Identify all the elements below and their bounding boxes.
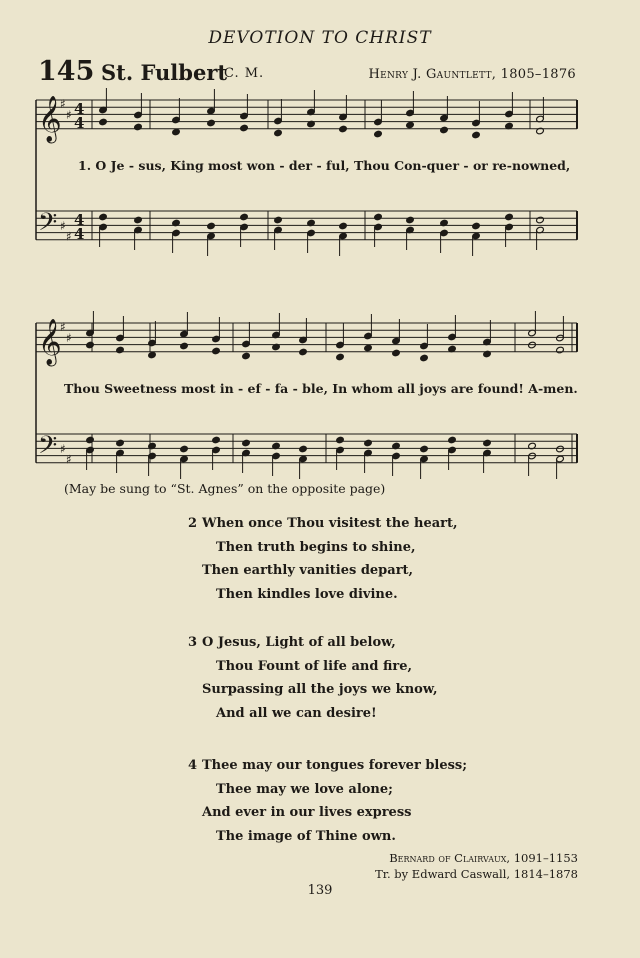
hymn-meter: C. M. (224, 66, 265, 81)
note (472, 222, 481, 230)
verse-line: O Jesus, Light of all below, (202, 635, 396, 650)
note (180, 342, 189, 350)
note (406, 216, 415, 224)
note (299, 348, 308, 356)
note (242, 439, 251, 447)
verse-line: Thee may our tongues forever bless; (202, 758, 468, 773)
bass-clef-icon: 𝄢 (38, 431, 58, 466)
note (339, 125, 348, 133)
sharp-icon: ♯ (60, 218, 66, 233)
verse-4 (188, 754, 467, 848)
author-credit: Bernard of Clairvaux, 1091–1153 (389, 851, 578, 865)
verse-line: Then earthly vanities depart, (202, 563, 414, 578)
note (472, 131, 481, 139)
note (299, 445, 308, 453)
note (420, 354, 429, 362)
note (116, 346, 125, 354)
note (336, 353, 345, 361)
note (207, 222, 216, 230)
note (180, 445, 189, 453)
composer-credit: Henry J. Gauntlett, 1805–1876 (368, 67, 576, 82)
note (99, 118, 108, 126)
verse-line: Thou Fount of life and fire, (216, 658, 413, 674)
verse-number: 3 (188, 635, 198, 650)
lyric-line-2: Thou Sweetness most in - ef - fa - ble, In whom all joys are found! A-men. (64, 381, 578, 396)
verse-2 (188, 512, 458, 606)
time-signature: 4 (74, 225, 85, 243)
verse-line: And all we can desire! (216, 705, 377, 721)
lyric-line-1: 1. O Je - sus, King most won - der - ful, Thou Con-quer - or re-nowned, (78, 158, 571, 173)
verse-line: When once Thou visitest the heart, (202, 516, 458, 531)
note (86, 341, 95, 349)
page-number: 139 (307, 883, 333, 898)
tune-name: St. Fulbert (101, 60, 228, 85)
note (374, 130, 383, 138)
sharp-icon: ♯ (60, 441, 66, 456)
note (536, 216, 545, 224)
note (240, 124, 249, 132)
note (274, 216, 283, 224)
note (99, 213, 108, 221)
bass-clef-icon: 𝄢 (38, 208, 58, 243)
time-signature: 4 (74, 114, 85, 132)
verse-line: And ever in our lives express (202, 805, 412, 820)
note (392, 349, 401, 357)
verse-number: 4 (188, 758, 198, 773)
section-title: DEVOTION TO CHRIST (208, 28, 432, 48)
note (274, 129, 283, 137)
alternate-tune-note: (May be sung to “St. Agnes” on the opposite page) (64, 481, 386, 496)
note (86, 436, 95, 444)
note (116, 439, 125, 447)
hymn-number: 145 (38, 56, 95, 87)
note (336, 436, 345, 444)
note (556, 445, 565, 453)
note (134, 123, 143, 131)
sharp-icon: ♯ (66, 107, 72, 122)
note (212, 436, 221, 444)
translator-credit: Tr. by Edward Caswall, 1814–1878 (375, 867, 578, 881)
sharp-icon: ♯ (66, 452, 72, 467)
note (556, 346, 565, 354)
sharp-icon: ♯ (66, 229, 72, 244)
note (440, 126, 449, 134)
verse-3 (188, 631, 437, 725)
verse-line: Then truth begins to shine, (216, 539, 416, 555)
note (483, 439, 492, 447)
note (505, 213, 514, 221)
verse-line: The image of Thine own. (216, 828, 396, 844)
note (406, 121, 415, 129)
note (134, 216, 143, 224)
time-signature: 4 (74, 100, 85, 118)
treble-clef-icon: 𝄞 (38, 96, 62, 142)
sharp-icon: ♯ (60, 320, 66, 334)
note (240, 213, 249, 221)
treble-clef-icon: 𝄞 (38, 319, 62, 365)
note (374, 213, 383, 221)
verse-line: Then kindles love divine. (216, 586, 398, 602)
note (448, 436, 457, 444)
note (364, 439, 373, 447)
note (172, 128, 181, 136)
verse-number: 2 (188, 516, 198, 531)
time-signature: 4 (74, 211, 85, 229)
note (207, 119, 216, 127)
note (420, 445, 429, 453)
note (339, 222, 348, 230)
sharp-icon: ♯ (60, 97, 66, 111)
verse-line: Surpassing all the joys we know, (202, 682, 438, 697)
note (242, 352, 251, 360)
sharp-icon: ♯ (66, 330, 72, 345)
note (364, 344, 373, 352)
verse-line: Thee may we love alone; (216, 781, 393, 797)
note (148, 351, 157, 359)
note (212, 347, 221, 355)
